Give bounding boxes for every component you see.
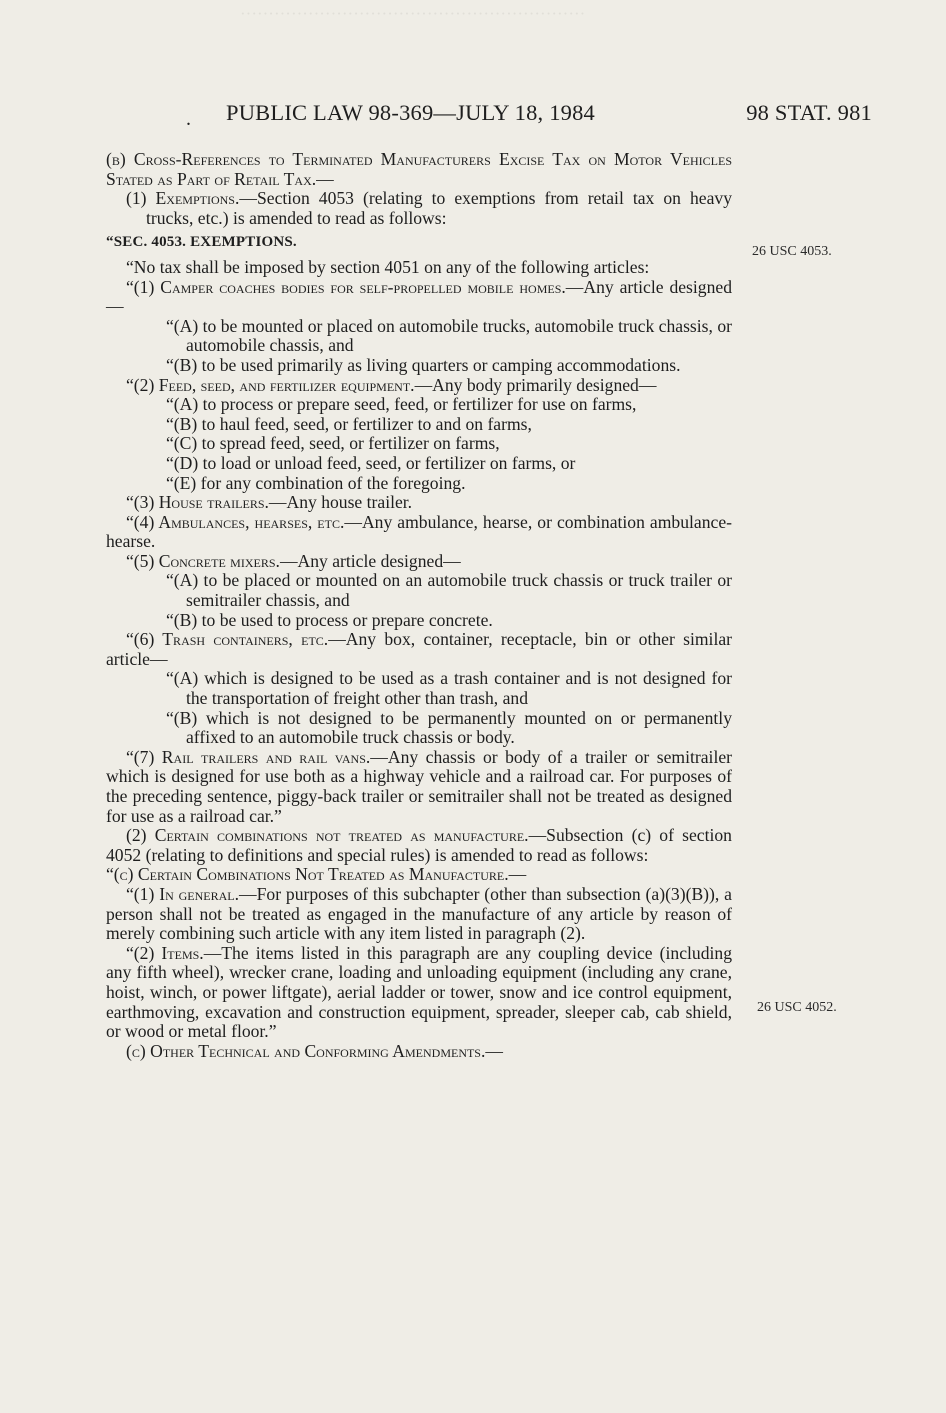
item-6-text: —Any box, container, receptacle, bin or other similar article— [106,629,732,669]
item-5-a: “(A) to be placed or mounted on an automobile truck chassis or truck trailer or semitrailer chassis, and [166,570,732,611]
item-6 [106,630,732,669]
section-intro: “No tax shall be imposed by section 4051 on any of the following articles: [126,256,650,277]
item-2-b: “(B) to haul feed, seed, or fertilizer to and on farms, [166,413,532,434]
item-1-text: —Any article designed— [106,276,732,317]
item-2-d: “(D) to load or unload feed, seed, or fertilizer on farms, or [166,452,576,473]
paragraph-b1 [106,189,732,228]
paragraph-c2 [106,944,732,1042]
item-1 [106,278,732,317]
paragraph-c1 [106,885,732,944]
item-2-e: “(E) for any combination of the foregoing. [166,472,466,493]
item-7 [106,748,732,826]
header-title: PUBLIC LAW 98-369—JULY 18, 1984 [226,100,596,125]
b2-label: (2) Certain combinations not treated as manufacture. [126,825,529,846]
b1-label: (1) Exemptions. [126,188,240,209]
margin-note-4052: 26 USC 4052. [757,1000,837,1015]
c1-label: “(1) In general. [126,883,240,904]
margin-note-4053: 26 USC 4053. [752,244,832,259]
item-6-b: “(B) which is not designed to be permanently mounted on or permanently affixed to an automobile truck chassis or body. [166,707,732,748]
item-6-label: “(6) Trash containers, etc. [126,629,329,650]
item-3 [106,493,732,513]
item-2-label: “(2) Feed, seed, and fertilizer equipment. [126,374,415,395]
item-1-b: “(B) to be used primarily as living quarters or camping accommodations. [166,354,681,375]
page-header [0,100,946,134]
item-4 [106,513,732,552]
section-4053-heading: “SEC. 4053. EXEMPTIONS. [106,234,297,251]
item-2-text: —Any body primarily designed— [414,374,657,395]
item-2-c: “(C) to spread feed, seed, or fertilizer on farms, [166,433,500,454]
bleed-through-text: ····························································· [240,4,586,23]
b2-text: —Subsection (c) of section 4052 (relating to definitions and special rules) is amended to read as follows: [106,825,732,865]
item-7-label: “(7) Rail trailers and rail vans. [126,746,371,767]
item-3-label: “(3) House trailers. [126,492,269,513]
b1-text: —Section 4053 (relating to exemptions from retail tax on heavy trucks, etc.) is amended to read as follows: [146,188,733,228]
item-1-label: “(1) Camper coaches bodies for self-propelled mobile homes. [126,276,566,297]
item-5-label: “(5) Concrete mixers. [126,550,280,571]
c1-text: —For purposes of this subchapter (other than subsection (a)(3)(B)), a person shall not be treated as engaged in the manufacture of any article by reason of merely combining such article with any item listed in paragraph (2). [106,883,732,944]
item-5-text: —Any article designed— [279,550,461,571]
subsection-c-heading: “(c) Certain Combinations Not Treated as Manufacture.— [106,864,527,885]
item-1-a: “(A) to be mounted or placed on automobile trucks, automobile truck chassis, or automobile chassis, and [166,315,732,356]
item-5 [106,552,732,572]
paragraph-b2 [106,826,732,865]
item-4-label: “(4) Ambulances, hearses, etc. [126,511,345,532]
item-2-a: “(A) to process or prepare seed, feed, or fertilizer for use on farms, [166,394,637,415]
header-stat-page: 98 STAT. 981 [746,100,872,125]
item-5-b: “(B) to be used to process or prepare concrete. [166,609,493,630]
item-7-text: —Any chassis or body of a trailer or semitrailer which is designed for use both as a highway vehicle and a railroad car. For purposes of the preceding sentence, piggy-back trailer or semitrailer shall not be treated as designed for use as a railroad car.” [106,746,732,826]
c2-label: “(2) Items. [126,942,204,963]
item-3-text: —Any house trailer. [268,492,413,513]
document-body [106,150,732,1061]
header-mark: . [186,108,191,130]
item-6-a: “(A) which is designed to be used as a trash container and is not designed for the transportation of freight other than trash, and [166,668,732,709]
subsection-c-other-heading: (c) Other Technical and Conforming Amendments.— [126,1040,503,1061]
c2-text: —The items listed in this paragraph are any coupling device (including any fifth wheel), wrecker crane, loading and unloading equipment (including any crane, hoist, winch, or power liftgate), aerial ladder or tower, snow and ice control equipment, earthmoving, excavation and construction equipment, spreader, sleeper cab, cab shield, or wood or metal floor.” [106,942,732,1042]
subsection-b-heading: (b) Cross-References to Terminated Manufacturers Excise Tax on Motor Vehicles Stated as Part of Retail Tax.— [106,149,732,189]
item-4-text: —Any ambulance, hearse, or combination ambulance-hearse. [106,511,732,552]
item-2 [106,376,732,396]
